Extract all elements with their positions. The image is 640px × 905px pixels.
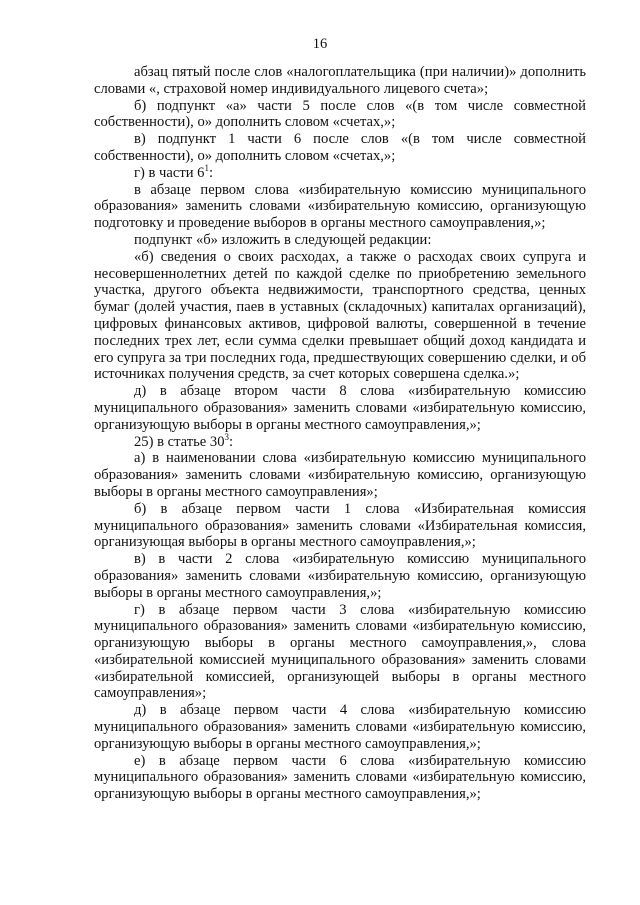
paragraph-text: 25) в статье 30 [134,433,225,450]
paragraph-g-chasti-3: г) в абзаце первом части 3 слова «избирательную комиссию муниципального образования» заменить словами «избирательную комиссию, организующую выборы в органы местного самоуправления,», слова «избирательной комиссией муниципального образования» заменить словами «избирательной комиссией, организующей выборы в органы местного самоуправления»; [94,601,586,702]
paragraph-text: : [229,433,234,450]
paragraph-podpunkt-b-izlozhit: подпункт «б» изложить в следующей редакции: [134,231,432,248]
paragraph-v-podpunkt-1: в) подпункт 1 части 6 после слов «(в том числе совместной собственности), о» дополнить словом «счетах,»; [94,131,586,164]
paragraph-e-chasti-6: е) в абзаце первом части 6 слова «избирательную комиссию муниципального образования» заменить словами «избирательную комиссию, организующую выборы в органы местного самоуправления,»; [94,752,586,803]
page-number: 16 [312,36,328,52]
paragraph-a-v-naimenovanii: а) в наименовании слова «избирательную комиссию муниципального образования» заменить словами «избирательную комиссию, организующую выборы в органы местного самоуправления»; [94,450,586,500]
paragraph-v-abzace-pervom: в абзаце первом слова «избирательную комиссию муниципального образования» заменить словами «избирательную комиссию, организующую подготовку и проведение выборов в органы местного самоуправления,»; [94,181,586,232]
superscript: 3 [224,431,230,442]
paragraph-25-v-state-30-3 [94,431,586,451]
paragraph-text: : [208,164,214,181]
paragraph-text: г) в части 6 [134,164,205,181]
document-body [94,64,586,803]
paragraph-b-svedeniya: «б) сведения о своих расходах, а также о расходах своих супруга и несовершеннолетних детей по каждой сделке по приобретению земельного участка, другого объекта недвижимости, транспортного средства, ценных бумаг (долей участия, паев в уставных (складочных) капиталах организаций), цифровых финансовых активов, цифровой валюты, совершенной в течение последних трех лет, если сумма сделки превышает общий доход кандидата и его супруга за три последних года, предшествующих совершению сделки, и об источниках получения средств, за счет которых совершена сделка.»; [94,248,586,383]
paragraph-b-chasti-1: б) в абзаце первом части 1 слова «Избирательная комиссия муниципального образования» заменить словами «Избирательная комиссия, организующая выборы в органы местного самоуправления,»; [94,500,586,551]
paragraph-g-v-chasti-6-1 [94,162,586,182]
paragraph-v-chasti-2: в) в части 2 слова «избирательную комиссию муниципального образования» заменить словами «избирательную комиссию, организующую выборы в органы местного самоуправления,»; [94,551,586,601]
paragraph-d-v-abzace-vtorom: д) в абзаце втором части 8 слова «избирательную комиссию муниципального образования» заменить словами «избирательную комиссию, организующую выборы в органы местного самоуправления,»; [94,383,586,433]
superscript: 1 [204,162,209,173]
paragraph-b-podpunkt-a: б) подпункт «а» части 5 после слов «(в том числе совместной собственности), о» дополнить словом «счетах,»; [94,97,586,131]
paragraph-abzac-pyatyj: абзац пятый после слов «налогоплательщика (при наличии)» дополнить словами «, страховой номер индивидуального лицевого счета»; [94,64,586,97]
paragraph-d-chasti-4: д) в абзаце первом части 4 слова «избирательную комиссию муниципального образования» заменить словами «избирательную комиссию, организующую выборы в органы местного самоуправления,»; [94,702,586,752]
